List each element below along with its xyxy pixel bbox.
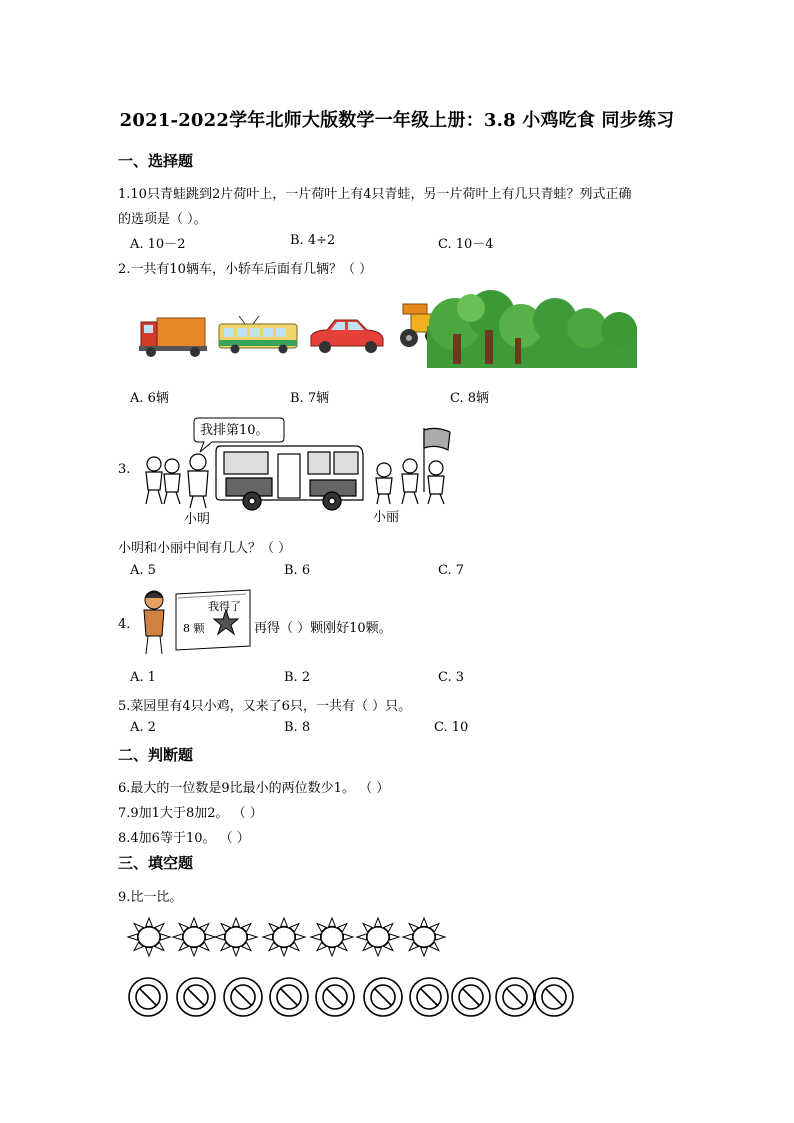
bus-icon [216, 446, 363, 510]
question-2-option-c: C. 8辆 [450, 391, 490, 406]
card-top-text: 我得了 [208, 600, 241, 613]
sun-icon [263, 918, 305, 956]
card-left-text: 8 颗 [183, 622, 205, 635]
prohibited-circle-icon [270, 978, 308, 1016]
question-5-option-b: B. 8 [284, 720, 311, 735]
prohibited-circle-icon [410, 978, 448, 1016]
label-xiaoli: 小丽 [373, 510, 400, 525]
question-7-text: 7.9加1大于8加2。 （ ） [118, 806, 263, 821]
question-3-number: 3. [118, 462, 131, 477]
question-1-line-2: 的选项是（ ）。 [118, 212, 207, 227]
question-5-option-a: A. 2 [130, 720, 156, 735]
question-4-text: 再得（ ）颗刚好10颗。 [254, 621, 392, 636]
question-6-text: 6.最大的一位数是9比最小的两位数少1。 （ ） [118, 781, 390, 796]
question-1-option-a: A. 10－2 [130, 237, 186, 252]
question-3-option-b: B. 6 [284, 563, 311, 578]
prohibited-circle-icon [535, 978, 573, 1016]
question-9-text: 9.比一比。 [118, 890, 183, 905]
question-1-option-c: C. 10－4 [438, 237, 494, 252]
question-5-option-c: C. 10 [434, 720, 469, 735]
question-4-option-a: A. 1 [130, 670, 156, 685]
children-left-icon [146, 454, 208, 508]
sun-icon [128, 918, 170, 956]
question-2-text: 2.一共有10辆车，小轿车后面有几辆？（ ） [118, 262, 373, 277]
section-heading-judge: 二、判断题 [118, 746, 194, 764]
label-xiaoming: 小明 [184, 512, 211, 527]
vehicles-illustration [135, 290, 637, 370]
children-right-icon [376, 428, 450, 504]
section-heading-choice: 一、选择题 [118, 152, 194, 170]
question-8-text: 8.4加6等于10。 （ ） [118, 831, 250, 846]
prohibited-circle-icon [364, 978, 402, 1016]
sun-icon [311, 918, 353, 956]
question-2-option-b: B. 7辆 [290, 391, 330, 406]
sun-icon [215, 918, 257, 956]
prohibited-circle-icon [316, 978, 354, 1016]
question-3-text: 小明和小丽中间有几人？（ ） [118, 541, 292, 556]
suns-row [124, 915, 454, 959]
prohibited-circle-icon [177, 978, 215, 1016]
question-5-text: 5.菜园里有4只小鸡，又来了6只，一共有（ ）只。 [118, 699, 412, 714]
question-2-option-a: A. 6辆 [130, 391, 169, 406]
boy-icon [144, 591, 164, 654]
speech-bubble-text: 我排第10。 [200, 423, 269, 438]
prohibited-circle-icon [129, 978, 167, 1016]
prohibited-circle-icon [452, 978, 490, 1016]
car-icon [311, 320, 383, 353]
sun-icon [173, 918, 215, 956]
prohibited-circle-icon [224, 978, 262, 1016]
truck-icon [139, 318, 207, 357]
prohibited-circle-icon [496, 978, 534, 1016]
sun-icon [357, 918, 399, 956]
sun-icon [403, 918, 445, 956]
question-4-number: 4. [118, 617, 131, 632]
question-1-line-1: 1.10只青蛙跳到2片荷叶上，一片荷叶上有4只青蛙，另一片荷叶上有几只青蛙？列式正确 [118, 187, 632, 202]
trees-illustration [427, 290, 637, 368]
section-heading-fill: 三、填空题 [118, 854, 194, 872]
question-1-option-b: B. 4÷2 [290, 233, 336, 248]
queue-illustration [132, 412, 462, 517]
question-3-option-a: A. 5 [130, 563, 156, 578]
bus-icon [219, 316, 297, 354]
prohibited-circles-row [126, 975, 578, 1019]
page-title: 2021-2022学年北师大版数学一年级上册：3.8 小鸡吃食 同步练习 [119, 110, 675, 131]
question-4-option-c: C. 3 [438, 670, 465, 685]
question-4-option-b: B. 2 [284, 670, 311, 685]
question-3-option-c: C. 7 [438, 563, 465, 578]
